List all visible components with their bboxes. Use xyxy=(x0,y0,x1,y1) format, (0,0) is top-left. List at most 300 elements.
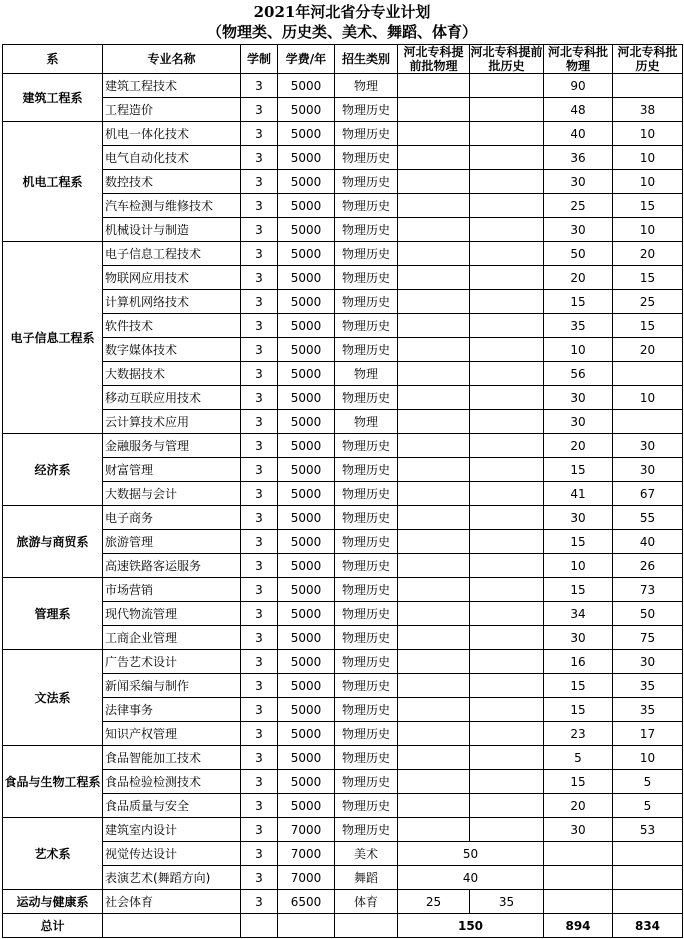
years-cell[interactable]: 3 xyxy=(241,194,278,218)
early-history-cell[interactable] xyxy=(470,194,544,218)
early-history-cell[interactable] xyxy=(470,506,544,530)
physics-cell[interactable]: 20 xyxy=(544,434,613,458)
early-physics-cell[interactable] xyxy=(398,410,470,434)
years-cell[interactable]: 3 xyxy=(241,818,278,842)
history-cell[interactable]: 50 xyxy=(613,602,683,626)
early-history-cell[interactable] xyxy=(470,722,544,746)
history-cell[interactable]: 67 xyxy=(613,482,683,506)
major-cell[interactable]: 大数据技术 xyxy=(103,362,241,386)
early-physics-cell[interactable] xyxy=(398,242,470,266)
history-cell[interactable]: 73 xyxy=(613,578,683,602)
category-cell[interactable]: 物理历史 xyxy=(335,746,398,770)
years-cell[interactable]: 3 xyxy=(241,746,278,770)
history-cell[interactable]: 30 xyxy=(613,458,683,482)
early-merged-cell[interactable]: 50 xyxy=(398,842,544,866)
major-cell[interactable]: 食品质量与安全 xyxy=(103,794,241,818)
major-cell[interactable]: 知识产权管理 xyxy=(103,722,241,746)
fee-cell[interactable]: 5000 xyxy=(278,290,335,314)
years-cell[interactable]: 3 xyxy=(241,266,278,290)
early-history-cell[interactable] xyxy=(470,218,544,242)
early-history-cell[interactable] xyxy=(470,98,544,122)
years-cell[interactable]: 3 xyxy=(241,626,278,650)
fee-cell[interactable]: 5000 xyxy=(278,410,335,434)
early-physics-cell[interactable] xyxy=(398,506,470,530)
fee-cell[interactable]: 5000 xyxy=(278,722,335,746)
history-cell[interactable] xyxy=(613,410,683,434)
header-years[interactable]: 学制 xyxy=(241,45,278,74)
empty-cell[interactable] xyxy=(278,914,335,938)
history-cell[interactable]: 5 xyxy=(613,770,683,794)
years-cell[interactable]: 3 xyxy=(241,794,278,818)
category-cell[interactable]: 舞蹈 xyxy=(335,866,398,890)
category-cell[interactable]: 物理历史 xyxy=(335,242,398,266)
physics-cell[interactable]: 56 xyxy=(544,362,613,386)
fee-cell[interactable]: 5000 xyxy=(278,602,335,626)
physics-cell[interactable]: 15 xyxy=(544,290,613,314)
years-cell[interactable]: 3 xyxy=(241,434,278,458)
fee-cell[interactable]: 5000 xyxy=(278,458,335,482)
major-cell[interactable]: 物联网应用技术 xyxy=(103,266,241,290)
major-cell[interactable]: 建筑工程技术 xyxy=(103,74,241,98)
dept-cell[interactable]: 建筑工程系 xyxy=(3,74,103,122)
physics-cell[interactable] xyxy=(544,866,613,890)
early-physics-cell[interactable] xyxy=(398,122,470,146)
years-cell[interactable]: 3 xyxy=(241,482,278,506)
physics-cell[interactable]: 25 xyxy=(544,194,613,218)
history-cell[interactable]: 38 xyxy=(613,98,683,122)
early-physics-cell[interactable] xyxy=(398,674,470,698)
history-cell[interactable]: 55 xyxy=(613,506,683,530)
dept-cell[interactable]: 运动与健康系 xyxy=(3,890,103,914)
early-history-cell[interactable] xyxy=(470,434,544,458)
early-physics-cell[interactable] xyxy=(398,218,470,242)
early-merged-cell[interactable]: 40 xyxy=(398,866,544,890)
dept-cell[interactable]: 管理系 xyxy=(3,578,103,650)
fee-cell[interactable]: 5000 xyxy=(278,434,335,458)
physics-cell[interactable]: 15 xyxy=(544,698,613,722)
history-cell[interactable]: 10 xyxy=(613,386,683,410)
category-cell[interactable]: 物理历史 xyxy=(335,482,398,506)
early-physics-cell[interactable] xyxy=(398,386,470,410)
category-cell[interactable]: 物理历史 xyxy=(335,218,398,242)
history-cell[interactable]: 15 xyxy=(613,194,683,218)
early-history-cell[interactable] xyxy=(470,602,544,626)
years-cell[interactable]: 3 xyxy=(241,650,278,674)
fee-cell[interactable]: 5000 xyxy=(278,194,335,218)
years-cell[interactable]: 3 xyxy=(241,458,278,482)
major-cell[interactable]: 建筑室内设计 xyxy=(103,818,241,842)
fee-cell[interactable]: 6500 xyxy=(278,890,335,914)
header-dept[interactable]: 系 xyxy=(3,45,103,74)
header-early-history[interactable]: 河北专科提前批历史 xyxy=(470,45,543,73)
years-cell[interactable]: 3 xyxy=(241,842,278,866)
category-cell[interactable]: 物理历史 xyxy=(335,554,398,578)
fee-cell[interactable]: 5000 xyxy=(278,242,335,266)
fee-cell[interactable]: 7000 xyxy=(278,866,335,890)
fee-cell[interactable]: 5000 xyxy=(278,314,335,338)
history-cell[interactable] xyxy=(613,890,683,914)
early-history-cell[interactable] xyxy=(470,482,544,506)
major-cell[interactable]: 数字媒体技术 xyxy=(103,338,241,362)
category-cell[interactable]: 物理历史 xyxy=(335,602,398,626)
physics-cell[interactable]: 50 xyxy=(544,242,613,266)
early-physics-cell[interactable] xyxy=(398,746,470,770)
category-cell[interactable]: 物理历史 xyxy=(335,506,398,530)
early-history-cell[interactable] xyxy=(470,530,544,554)
physics-cell[interactable]: 90 xyxy=(544,74,613,98)
history-cell[interactable]: 30 xyxy=(613,650,683,674)
early-history-cell[interactable] xyxy=(470,290,544,314)
dept-cell[interactable]: 经济系 xyxy=(3,434,103,506)
major-cell[interactable]: 计算机网络技术 xyxy=(103,290,241,314)
major-cell[interactable]: 市场营销 xyxy=(103,578,241,602)
early-history-cell[interactable] xyxy=(470,770,544,794)
header-early-physics[interactable]: 河北专科提前批物理 xyxy=(398,45,470,74)
fee-cell[interactable]: 5000 xyxy=(278,650,335,674)
years-cell[interactable]: 3 xyxy=(241,218,278,242)
physics-cell[interactable]: 15 xyxy=(544,578,613,602)
early-physics-cell[interactable] xyxy=(398,554,470,578)
fee-cell[interactable]: 5000 xyxy=(278,698,335,722)
category-cell[interactable]: 物理历史 xyxy=(335,338,398,362)
category-cell[interactable]: 物理历史 xyxy=(335,722,398,746)
category-cell[interactable]: 物理历史 xyxy=(335,146,398,170)
years-cell[interactable]: 3 xyxy=(241,410,278,434)
major-cell[interactable]: 新闻采编与制作 xyxy=(103,674,241,698)
major-cell[interactable]: 数控技术 xyxy=(103,170,241,194)
early-physics-cell[interactable] xyxy=(398,698,470,722)
history-cell[interactable]: 10 xyxy=(613,218,683,242)
years-cell[interactable]: 3 xyxy=(241,386,278,410)
fee-cell[interactable]: 5000 xyxy=(278,74,335,98)
physics-cell[interactable]: 30 xyxy=(544,386,613,410)
category-cell[interactable]: 物理历史 xyxy=(335,650,398,674)
empty-cell[interactable] xyxy=(335,914,398,938)
category-cell[interactable]: 物理历史 xyxy=(335,194,398,218)
early-physics-cell[interactable] xyxy=(398,650,470,674)
fee-cell[interactable]: 5000 xyxy=(278,530,335,554)
category-cell[interactable]: 体育 xyxy=(335,890,398,914)
physics-cell[interactable]: 15 xyxy=(544,770,613,794)
early-physics-cell[interactable] xyxy=(398,602,470,626)
history-cell[interactable]: 10 xyxy=(613,746,683,770)
history-cell[interactable]: 53 xyxy=(613,818,683,842)
early-history-cell[interactable] xyxy=(470,554,544,578)
total-label-cell[interactable]: 总计 xyxy=(3,914,103,938)
dept-cell[interactable]: 机电工程系 xyxy=(3,122,103,242)
early-history-cell[interactable] xyxy=(470,578,544,602)
category-cell[interactable]: 物理历史 xyxy=(335,434,398,458)
history-cell[interactable]: 35 xyxy=(613,674,683,698)
fee-cell[interactable]: 5000 xyxy=(278,626,335,650)
history-cell[interactable]: 75 xyxy=(613,626,683,650)
major-cell[interactable]: 机械设计与制造 xyxy=(103,218,241,242)
category-cell[interactable]: 物理历史 xyxy=(335,386,398,410)
major-cell[interactable]: 金融服务与管理 xyxy=(103,434,241,458)
history-cell[interactable]: 20 xyxy=(613,338,683,362)
years-cell[interactable]: 3 xyxy=(241,602,278,626)
total-early-cell[interactable]: 150 xyxy=(398,914,544,938)
early-physics-cell[interactable] xyxy=(398,290,470,314)
physics-cell[interactable]: 10 xyxy=(544,554,613,578)
fee-cell[interactable]: 5000 xyxy=(278,146,335,170)
dept-cell[interactable]: 旅游与商贸系 xyxy=(3,506,103,578)
physics-cell[interactable]: 30 xyxy=(544,410,613,434)
major-cell[interactable]: 电子信息工程技术 xyxy=(103,242,241,266)
history-cell[interactable] xyxy=(613,842,683,866)
fee-cell[interactable]: 5000 xyxy=(278,386,335,410)
major-cell[interactable]: 旅游管理 xyxy=(103,530,241,554)
physics-cell[interactable]: 20 xyxy=(544,794,613,818)
years-cell[interactable]: 3 xyxy=(241,242,278,266)
major-cell[interactable]: 高速铁路客运服务 xyxy=(103,554,241,578)
empty-cell[interactable] xyxy=(241,914,278,938)
header-fee[interactable]: 学费/年 xyxy=(278,45,335,74)
early-history-cell[interactable] xyxy=(470,698,544,722)
history-cell[interactable]: 15 xyxy=(613,314,683,338)
fee-cell[interactable]: 5000 xyxy=(278,98,335,122)
physics-cell[interactable]: 35 xyxy=(544,314,613,338)
years-cell[interactable]: 3 xyxy=(241,290,278,314)
years-cell[interactable]: 3 xyxy=(241,866,278,890)
fee-cell[interactable]: 5000 xyxy=(278,506,335,530)
years-cell[interactable]: 3 xyxy=(241,578,278,602)
header-category[interactable]: 招生类别 xyxy=(335,45,398,74)
years-cell[interactable]: 3 xyxy=(241,770,278,794)
major-cell[interactable]: 社会体育 xyxy=(103,890,241,914)
early-history-cell[interactable] xyxy=(470,314,544,338)
early-physics-cell[interactable] xyxy=(398,194,470,218)
early-history-cell[interactable] xyxy=(470,170,544,194)
history-cell[interactable]: 40 xyxy=(613,530,683,554)
early-history-cell[interactable] xyxy=(470,266,544,290)
history-cell[interactable] xyxy=(613,362,683,386)
fee-cell[interactable]: 7000 xyxy=(278,818,335,842)
category-cell[interactable]: 物理历史 xyxy=(335,794,398,818)
major-cell[interactable]: 软件技术 xyxy=(103,314,241,338)
early-history-cell[interactable] xyxy=(470,626,544,650)
fee-cell[interactable]: 5000 xyxy=(278,746,335,770)
early-physics-cell[interactable] xyxy=(398,626,470,650)
major-cell[interactable]: 机电一体化技术 xyxy=(103,122,241,146)
fee-cell[interactable]: 5000 xyxy=(278,482,335,506)
header-physics[interactable]: 河北专科批物理 xyxy=(544,45,613,74)
physics-cell[interactable]: 30 xyxy=(544,170,613,194)
category-cell[interactable]: 物理 xyxy=(335,362,398,386)
dept-cell[interactable]: 文法系 xyxy=(3,650,103,746)
early-physics-cell[interactable] xyxy=(398,578,470,602)
major-cell[interactable]: 广告艺术设计 xyxy=(103,650,241,674)
fee-cell[interactable]: 5000 xyxy=(278,218,335,242)
early-history-cell[interactable] xyxy=(470,362,544,386)
fee-cell[interactable]: 5000 xyxy=(278,554,335,578)
years-cell[interactable]: 3 xyxy=(241,674,278,698)
category-cell[interactable]: 物理历史 xyxy=(335,674,398,698)
years-cell[interactable]: 3 xyxy=(241,314,278,338)
fee-cell[interactable]: 5000 xyxy=(278,578,335,602)
fee-cell[interactable]: 5000 xyxy=(278,122,335,146)
physics-cell[interactable]: 30 xyxy=(544,506,613,530)
early-history-cell[interactable] xyxy=(470,410,544,434)
dept-cell[interactable]: 艺术系 xyxy=(3,818,103,890)
years-cell[interactable]: 3 xyxy=(241,890,278,914)
header-history[interactable]: 河北专科批历史 xyxy=(613,45,683,74)
total-physics-cell[interactable]: 894 xyxy=(544,914,613,938)
years-cell[interactable]: 3 xyxy=(241,554,278,578)
fee-cell[interactable]: 7000 xyxy=(278,842,335,866)
early-history-cell[interactable] xyxy=(470,746,544,770)
years-cell[interactable]: 3 xyxy=(241,722,278,746)
category-cell[interactable]: 物理历史 xyxy=(335,314,398,338)
physics-cell[interactable]: 36 xyxy=(544,146,613,170)
early-physics-cell[interactable] xyxy=(398,146,470,170)
physics-cell[interactable]: 5 xyxy=(544,746,613,770)
early-history-cell[interactable] xyxy=(470,650,544,674)
category-cell[interactable]: 物理历史 xyxy=(335,458,398,482)
fee-cell[interactable]: 5000 xyxy=(278,338,335,362)
physics-cell[interactable]: 30 xyxy=(544,218,613,242)
fee-cell[interactable]: 5000 xyxy=(278,794,335,818)
major-cell[interactable]: 汽车检测与维修技术 xyxy=(103,194,241,218)
physics-cell[interactable]: 15 xyxy=(544,530,613,554)
early-history-cell[interactable] xyxy=(470,458,544,482)
early-history-cell[interactable] xyxy=(470,74,544,98)
category-cell[interactable]: 物理历史 xyxy=(335,290,398,314)
dept-cell[interactable]: 食品与生物工程系 xyxy=(3,746,103,818)
category-cell[interactable]: 物理历史 xyxy=(335,770,398,794)
physics-cell[interactable]: 40 xyxy=(544,122,613,146)
physics-cell[interactable]: 20 xyxy=(544,266,613,290)
category-cell[interactable]: 物理历史 xyxy=(335,626,398,650)
history-cell[interactable]: 10 xyxy=(613,122,683,146)
category-cell[interactable]: 物理历史 xyxy=(335,98,398,122)
years-cell[interactable]: 3 xyxy=(241,170,278,194)
fee-cell[interactable]: 5000 xyxy=(278,362,335,386)
early-physics-cell[interactable] xyxy=(398,266,470,290)
years-cell[interactable]: 3 xyxy=(241,530,278,554)
physics-cell[interactable] xyxy=(544,842,613,866)
major-cell[interactable]: 工商企业管理 xyxy=(103,626,241,650)
physics-cell[interactable]: 15 xyxy=(544,458,613,482)
history-cell[interactable]: 15 xyxy=(613,266,683,290)
major-cell[interactable]: 食品检验检测技术 xyxy=(103,770,241,794)
total-history-cell[interactable]: 834 xyxy=(613,914,683,938)
physics-cell[interactable]: 15 xyxy=(544,674,613,698)
dept-cell[interactable]: 电子信息工程系 xyxy=(3,242,103,434)
early-history-cell[interactable] xyxy=(470,794,544,818)
early-history-cell[interactable] xyxy=(470,818,544,842)
early-history-cell[interactable] xyxy=(470,146,544,170)
major-cell[interactable]: 表演艺术(舞蹈方向) xyxy=(103,866,241,890)
category-cell[interactable]: 物理历史 xyxy=(335,578,398,602)
header-major[interactable]: 专业名称 xyxy=(103,45,241,74)
years-cell[interactable]: 3 xyxy=(241,362,278,386)
early-history-cell[interactable] xyxy=(470,674,544,698)
history-cell[interactable]: 17 xyxy=(613,722,683,746)
major-cell[interactable]: 法律事务 xyxy=(103,698,241,722)
years-cell[interactable]: 3 xyxy=(241,122,278,146)
major-cell[interactable]: 工程造价 xyxy=(103,98,241,122)
years-cell[interactable]: 3 xyxy=(241,506,278,530)
major-cell[interactable]: 大数据与会计 xyxy=(103,482,241,506)
history-cell[interactable]: 35 xyxy=(613,698,683,722)
fee-cell[interactable]: 5000 xyxy=(278,674,335,698)
physics-cell[interactable]: 48 xyxy=(544,98,613,122)
history-cell[interactable]: 10 xyxy=(613,146,683,170)
history-cell[interactable]: 10 xyxy=(613,170,683,194)
years-cell[interactable]: 3 xyxy=(241,338,278,362)
early-physics-cell[interactable] xyxy=(398,818,470,842)
category-cell[interactable]: 物理历史 xyxy=(335,122,398,146)
early-history-cell[interactable] xyxy=(470,338,544,362)
major-cell[interactable]: 移动互联应用技术 xyxy=(103,386,241,410)
history-cell[interactable] xyxy=(613,74,683,98)
early-physics-cell[interactable] xyxy=(398,170,470,194)
early-history-cell[interactable]: 35 xyxy=(470,890,544,914)
early-physics-cell[interactable] xyxy=(398,722,470,746)
early-physics-cell[interactable] xyxy=(398,482,470,506)
fee-cell[interactable]: 5000 xyxy=(278,170,335,194)
physics-cell[interactable]: 41 xyxy=(544,482,613,506)
early-physics-cell[interactable] xyxy=(398,794,470,818)
category-cell[interactable]: 物理 xyxy=(335,410,398,434)
physics-cell[interactable] xyxy=(544,890,613,914)
early-physics-cell[interactable] xyxy=(398,770,470,794)
fee-cell[interactable]: 5000 xyxy=(278,266,335,290)
history-cell[interactable]: 25 xyxy=(613,290,683,314)
history-cell[interactable]: 26 xyxy=(613,554,683,578)
major-cell[interactable]: 视觉传达设计 xyxy=(103,842,241,866)
early-physics-cell[interactable] xyxy=(398,458,470,482)
early-physics-cell[interactable] xyxy=(398,338,470,362)
physics-cell[interactable]: 16 xyxy=(544,650,613,674)
early-physics-cell[interactable] xyxy=(398,530,470,554)
early-physics-cell[interactable] xyxy=(398,434,470,458)
early-history-cell[interactable] xyxy=(470,242,544,266)
physics-cell[interactable]: 34 xyxy=(544,602,613,626)
category-cell[interactable]: 物理历史 xyxy=(335,698,398,722)
history-cell[interactable]: 30 xyxy=(613,434,683,458)
years-cell[interactable]: 3 xyxy=(241,698,278,722)
category-cell[interactable]: 物理 xyxy=(335,74,398,98)
physics-cell[interactable]: 30 xyxy=(544,818,613,842)
major-cell[interactable]: 现代物流管理 xyxy=(103,602,241,626)
major-cell[interactable]: 电子商务 xyxy=(103,506,241,530)
category-cell[interactable]: 物理历史 xyxy=(335,266,398,290)
major-cell[interactable]: 财富管理 xyxy=(103,458,241,482)
category-cell[interactable]: 物理历史 xyxy=(335,818,398,842)
early-history-cell[interactable] xyxy=(470,386,544,410)
category-cell[interactable]: 物理历史 xyxy=(335,530,398,554)
major-cell[interactable]: 云计算技术应用 xyxy=(103,410,241,434)
early-physics-cell[interactable] xyxy=(398,74,470,98)
history-cell[interactable] xyxy=(613,866,683,890)
physics-cell[interactable]: 30 xyxy=(544,626,613,650)
physics-cell[interactable]: 23 xyxy=(544,722,613,746)
history-cell[interactable]: 5 xyxy=(613,794,683,818)
early-history-cell[interactable] xyxy=(470,122,544,146)
years-cell[interactable]: 3 xyxy=(241,74,278,98)
physics-cell[interactable]: 10 xyxy=(544,338,613,362)
early-physics-cell[interactable] xyxy=(398,314,470,338)
early-physics-cell[interactable] xyxy=(398,98,470,122)
empty-cell[interactable] xyxy=(103,914,241,938)
major-cell[interactable]: 食品智能加工技术 xyxy=(103,746,241,770)
history-cell[interactable]: 20 xyxy=(613,242,683,266)
category-cell[interactable]: 物理历史 xyxy=(335,170,398,194)
category-cell[interactable]: 美术 xyxy=(335,842,398,866)
years-cell[interactable]: 3 xyxy=(241,98,278,122)
